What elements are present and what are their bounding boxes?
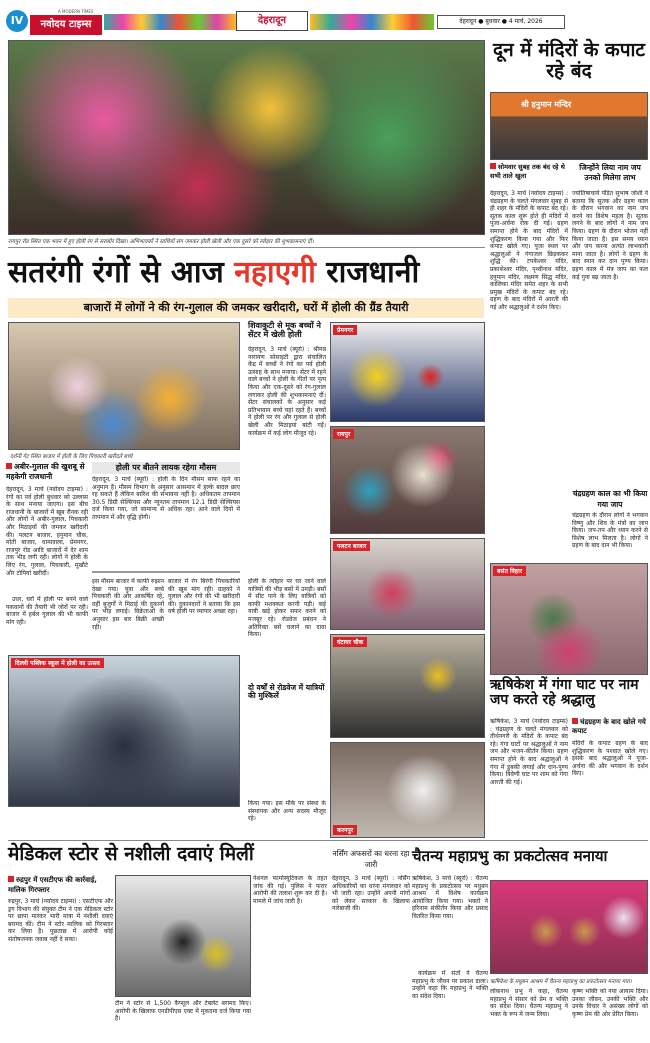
photo-label: पलटन बाजार <box>333 541 370 551</box>
temples-headline: दून में मंदिरों के कपाट रहे बंद <box>493 39 645 82</box>
medical-sub-text: रुद्रपुर में एसटीएफ की कार्रवाई, मालिक गिरफ्तार <box>8 876 97 894</box>
main-subheadline: बाजारों में लोगों ने की रंग-गुलाल की जमकर खरीदारी, घरों में होली की ग्रैंड तैयारी <box>8 298 484 318</box>
rishikesh-headline: ऋषिकेश में गंगा घाट पर नाम जप करते रहे श्रद्धालु <box>490 677 639 709</box>
bus-body: होली के त्योहार पर घर जाने वाले यात्रियों की भीड़ बसों में उमड़ी। बसों में सीट पाने के लिए यात्रियों को काफी मशक्कत करनी पड़ी। कई यात्री खड़े होकर सफर करने को मजबूर रहे। रोडवेज प्रबंधन ने अतिरिक्त बसें चलाने का दावा किया। <box>248 578 326 639</box>
medical-body1: रुद्रपुर, 3 मार्च (नवोदय टाइम्स) : एसटीएफ और ड्रग विभाग की संयुक्त टीम ने एक मेडिकल स्टोर पर छापा मारकर भारी मात्रा में नशीली दवाएं बरामद कीं। टीम ने स्टोर मालिक को गिरफ्तार कर लिया है। पूछताछ में आरोपी कोई संतोषजनक जवाब नहीं दे सका। <box>8 898 113 943</box>
bullet-icon <box>490 163 496 169</box>
top-photo-caption: रायपुर रोड स्थित एक भवन में हुए होली रंग से सराबोर दिखा। अभिभावकों ने साथियों संग जमकर होली खेली और एक दूसरे को त्योहार की शुभकामनाएं दीं। <box>8 239 314 245</box>
masthead-tag: A MODERN TIMES <box>58 9 94 14</box>
photo-premnagar <box>330 322 485 422</box>
medical-body3: नेशनल फार्मास्यूटिकल के तहत जांच की गई। पुलिस ने फरार आरोपी की तलाश शुरू कर दी है। मामले में जांच जारी है। <box>253 875 327 905</box>
chaitanya-headline: चैतन्य महाप्रभु का प्रकटोत्सव मनाया <box>412 847 608 865</box>
photo-bus <box>330 538 485 630</box>
photo-raipur <box>330 426 485 534</box>
hanuman-temple-photo <box>490 92 648 160</box>
school-holi-photo <box>8 655 240 807</box>
holi-celebration-photo <box>8 40 485 235</box>
main-body-col1: देहरादून, 3 मार्च (नवोदय टाइम्स) : रंगों का पर्व होली बुधवार को उल्लास के साथ मनाया जाएगा। इस बीच राजधानी के बाजारों में खूब रौनक रही और लोगों ने अबीर-गुलाल, पिचकारी और मिठाइयों की जमकर खरीदारी की। पलटन बाजार, हनुमान चौक, मोती बाजार, धामावाला, प्रेमनगर, राजपुर रोड आदि बाजारों में देर शाम तक भीड़ लगी रही। लोगों ने होली के लिए रंग, गुलाल, पिचकारी, मुखौटे और टोपियां खरीदीं। <box>6 486 88 577</box>
kirtan-photo <box>490 563 648 675</box>
medical-headline: मेडिकल स्टोर से नशीली दवाएं मिलीं <box>8 843 254 865</box>
nursing-body: देहरादून, 3 मार्च (ब्यूरो) : नर्सिंग अधिकारियों का धरना मंगलवार को भी जारी रहा। उन्होंने अपनी मांगों को लेकर सरकार के खिलाफ नारेबाजी की। <box>332 875 410 913</box>
temples-sub3: चंद्रग्रहण काल का भी किया गया जाप <box>572 489 648 509</box>
chaitanya-body2: कार्यक्रम में संतों ने चैतन्य महाप्रभु के जीवन पर प्रकाश डाला। उन्होंने कहा कि महाप्रभु ने भक्ति का संदेश दिया। <box>412 970 488 1000</box>
bullet-icon <box>6 463 12 469</box>
weather-body: देहरादून, 3 मार्च (ब्यूरो) : होली के दिन मौसम साफ रहने का अनुमान है। मौसम विभाग के अनुसार आसमान में हल्के बादल छाए रह सकते हैं लेकिन बारिश की संभावना नहीं है। अधिकतम तापमान 30.5 डिग्री सेल्सियस और न्यूनतम तापमान 12.1 डिग्री सेल्सियस दर्ज किया गया, जो सामान्य से अधिक रहा। आने वाले दिनों में तापमान में और वृद्धि होगी। <box>92 476 240 521</box>
chaitanya-body1: ऋषिकेश, 3 मार्च (ब्यूरो) : चैतन्य महाप्रभु के प्रकटोत्सव पर मधुबन आश्रम में विशेष कार्यक्रम आयोजित किया गया। भक्तों ने हरिनाम संकीर्तन किया और प्रसाद वितरित किया गया। <box>412 875 488 920</box>
headline-part-2: राजधानी <box>326 255 420 290</box>
temple-sign: श्री हनुमान मन्दिर <box>521 100 572 109</box>
school-photo-caption: किया गया। इस मौके पर संस्था के संस्थापक और अन्य सदस्य मौजूद रहे। <box>248 800 326 823</box>
photo-label: दिल्ली पब्लिक स्कूल में होली का उत्सव <box>11 658 104 668</box>
edition-label: देहरादून <box>236 11 308 31</box>
temples-body1: देहरादून, 3 मार्च (नवोदय टाइम्स) : चंद्रग्रहण के चलते मंगलवार सुबह से ही शहर के मंदिरों के कपाट बंद रहे। सूतक काल शुरू होते ही मंदिरों में पूजा-अर्चना रोक दी गई। ग्रहण समाप्त होने के बाद मंदिरों में शुद्धिकरण किया गया और फिर कपाट खोले गए। पूजा स्थल पर श्रद्धालुओं ने गंगाजल छिड़ककर शुद्धि की। टपकेश्वर मंदिर, प्रकाशेश्वर मंदिर, पृथ्वीनाथ मंदिर, हनुमान मंदिर, लक्ष्मण सिद्ध मंदिर, कालिका मंदिर समेत शहर के सभी प्रमुख मंदिरों के कपाट बंद रहे। ग्रहण के बाद मंदिरों में आरती की गई और श्रद्धालुओं ने दर्शन किए। <box>490 190 568 311</box>
photo-label: रायपुर <box>333 429 354 439</box>
divider <box>8 247 485 248</box>
school-headline: शिवाकुटी से मूक बच्चों ने सेंटर में खेली होली <box>248 321 321 339</box>
photo-chowk <box>330 634 485 738</box>
main-body-col1-continued: उधर, घरों में होली पर बनने वाले पकवानों की तैयारी भी जोरों पर रही। बाजार में हर्बल गुलाल की भी काफी मांग रही। <box>6 596 88 626</box>
medical-body2: टीम ने स्टोर से 1,500 कैप्सूल और टेबलेट बरामद किए। आरोपी के खिलाफ एनडीपीएस एक्ट में मुकदमा दर्ज किया गया है। <box>115 1000 251 1023</box>
bullet-icon <box>572 718 578 724</box>
chaitanya-caption: ऋषिकेश के मधुबन आश्रम में चैतन्य महाप्रभु का प्रकटोत्सव मनाया गया। <box>490 979 632 985</box>
main-body-col3: बाजार में रंग बिरंगी पिचकारियों की खूब मांग रही। ग्राहकों ने गुलाल और रंगों की भी खरीदारी की। दुकानदारों ने बताया कि इस वर्ष होली पर व्यापार अच्छा रहा। <box>168 578 240 616</box>
temples-body2: ज्योतिषाचार्य पंडित सुभाष जोशी ने बताया कि सूतक और ग्रहण काल के दौरान भगवान का नाम जप करने का विशेष महत्व है। सूतक लगने के बाद लोगों ने नाम जप किया। ग्रहण के दौरान भोजन नहीं किया जाता है। इस समय ध्यान और जप करना अत्यंत लाभकारी माना जाता है। लोगों ने ग्रहण के बाद स्नान कर दान पुण्य किया। ग्रहण काल में मंत्र जाप का फल कई गुना बढ़ जाता है। <box>572 190 648 281</box>
headline-red: नहाएगी <box>234 255 316 290</box>
chaitanya-body4: कृष्ण भक्ति को नया आयाम दिया। उनका जीवन, उनकी भक्ति और उनके विचार ने असंख्य लोगों को कृष्ण प्रेम की ओर प्रेरित किया। <box>572 988 648 1018</box>
rishikesh-body1: ऋषिकेश, 3 मार्च (नवोदय टाइम्स) : चंद्रग्रहण के चलते मंगलवार को तीर्थनगरी के मंदिरों के कपाट बंद रहे। गंगा घाटों पर श्रद्धालुओं ने नाम जप और भजन-कीर्तन किया। ग्रहण समाप्त होने के बाद श्रद्धालुओं ने गंगा में डुबकी लगाई और दान-पुण्य किया। त्रिवेणी घाट पर शाम को गंगा आरती की गई। <box>490 718 568 786</box>
chaitanya-body3: लोकनाथ प्रभु ने कहा, चैतन्य महाप्रभु ने संसार को प्रेम व भक्ति का संदेश दिया। चैतन्य महाप्रभु ने भक्त के रूप में जन्म लिया। <box>490 988 568 1018</box>
school-body: देहरादून, 3 मार्च (ब्यूरो) : श्रीमन्न नारायण सोसाइटी द्वारा संचालित केंद्र में बच्चों ने रंगों का पर्व होली उत्साह के साथ मनाया। सेंटर में रहने वाले बच्चों ने होली के गीतों पर नृत्य किया और एक-दूसरे को रंग-गुलाल लगाकर होली की शुभकामनाएं दीं। सेंटर संचालकों के अनुसार कई प्रतिभावान बच्चे यहां रहते हैं। बच्चों ने होली पर रंग और गुलाल से होली खेली और मिठाइयां बांटी गईं। कार्यक्रम में कई लोग मौजूद रहे। <box>248 346 326 437</box>
page-number-badge: IV <box>6 10 28 32</box>
bullet-icon <box>8 876 14 882</box>
main-headline <box>8 256 488 289</box>
main-body-col2: इस मौसम बाजार में काफी रुझान देखा गया। युवा और बच्चे पिचकारी की ओर आकर्षित रहे, वहीं बुजुर्गों ने मिठाई की दुकानों पर भीड़ लगाई। विक्रेताओं के अनुसार इस बार बिक्री अच्छी रही। <box>92 578 164 631</box>
temples-body3: चंद्रग्रहण के दौरान लोगों ने भगवान विष्णु और शिव के मंत्रों का जाप किया। जप-तप और ध्यान करने से विशेष लाभ मिलता है। लोगों ने ग्रहण के बाद दान भी किया। <box>572 512 648 550</box>
temples-sub1 <box>490 163 568 181</box>
header-banner-left <box>104 14 236 30</box>
photo-label: प्रेमनगर <box>333 325 357 335</box>
divider <box>8 840 648 841</box>
photo-label: घंटाघर चौक <box>333 637 367 647</box>
photo-label: करनपुर <box>333 825 357 835</box>
rishikesh-sub <box>572 718 648 736</box>
market-photo-caption: दर्शनी गेट स्थित बाजार में होली के लिए पिचकारी खरीदते बच्चे <box>10 454 133 460</box>
rishikesh-sub-text: चंद्रग्रहण के बाद खोले गये कपाट <box>572 718 646 735</box>
photo-label: बसंत विहार <box>493 566 526 576</box>
dateline: देहरादून ● बुधवार ● 4 मार्च, 2026 <box>437 15 565 29</box>
headline-part-1: सतरंगी रंगों से आज <box>8 255 224 290</box>
weather-headline: होली पर बीतने लायक रहेगा मौसम <box>92 462 240 474</box>
photo-karanpur <box>330 742 485 838</box>
header-banner-right <box>310 14 434 30</box>
masthead-logo: नवोदय टाइम्स <box>30 15 102 35</box>
medical-sub <box>8 875 113 895</box>
side-subhead-text: अबीर-गुलाल की खुशबू से महकेगी राजधानी <box>6 462 85 481</box>
chaitanya-idol-photo <box>490 880 648 974</box>
temples-sub2: जिन्होंने लिया नाम जप उनको मिलेगा लाभ <box>579 163 641 182</box>
market-photo <box>8 322 240 450</box>
nursing-headline: नर्सिंग अफसरों का धरना रहा जारी <box>332 849 410 869</box>
bus-headline: दो वर्षों से रोडवेज में यात्रियों की मुश्किलें <box>248 683 325 701</box>
temples-sub1-text: सोमवार सुबह तक बंद रहे थे सभी ताले खुला <box>490 163 565 180</box>
rishikesh-body2: मंदिरों के कपाट ग्रहण के बाद शुद्धिकरण के पश्चात खोले गए। इसके बाद श्रद्धालुओं ने पूजा-अर्चना की और भगवान के दर्शन किए। <box>572 740 648 778</box>
medical-arrest-photo <box>115 875 251 997</box>
side-subhead <box>6 462 88 482</box>
divider <box>92 571 240 573</box>
